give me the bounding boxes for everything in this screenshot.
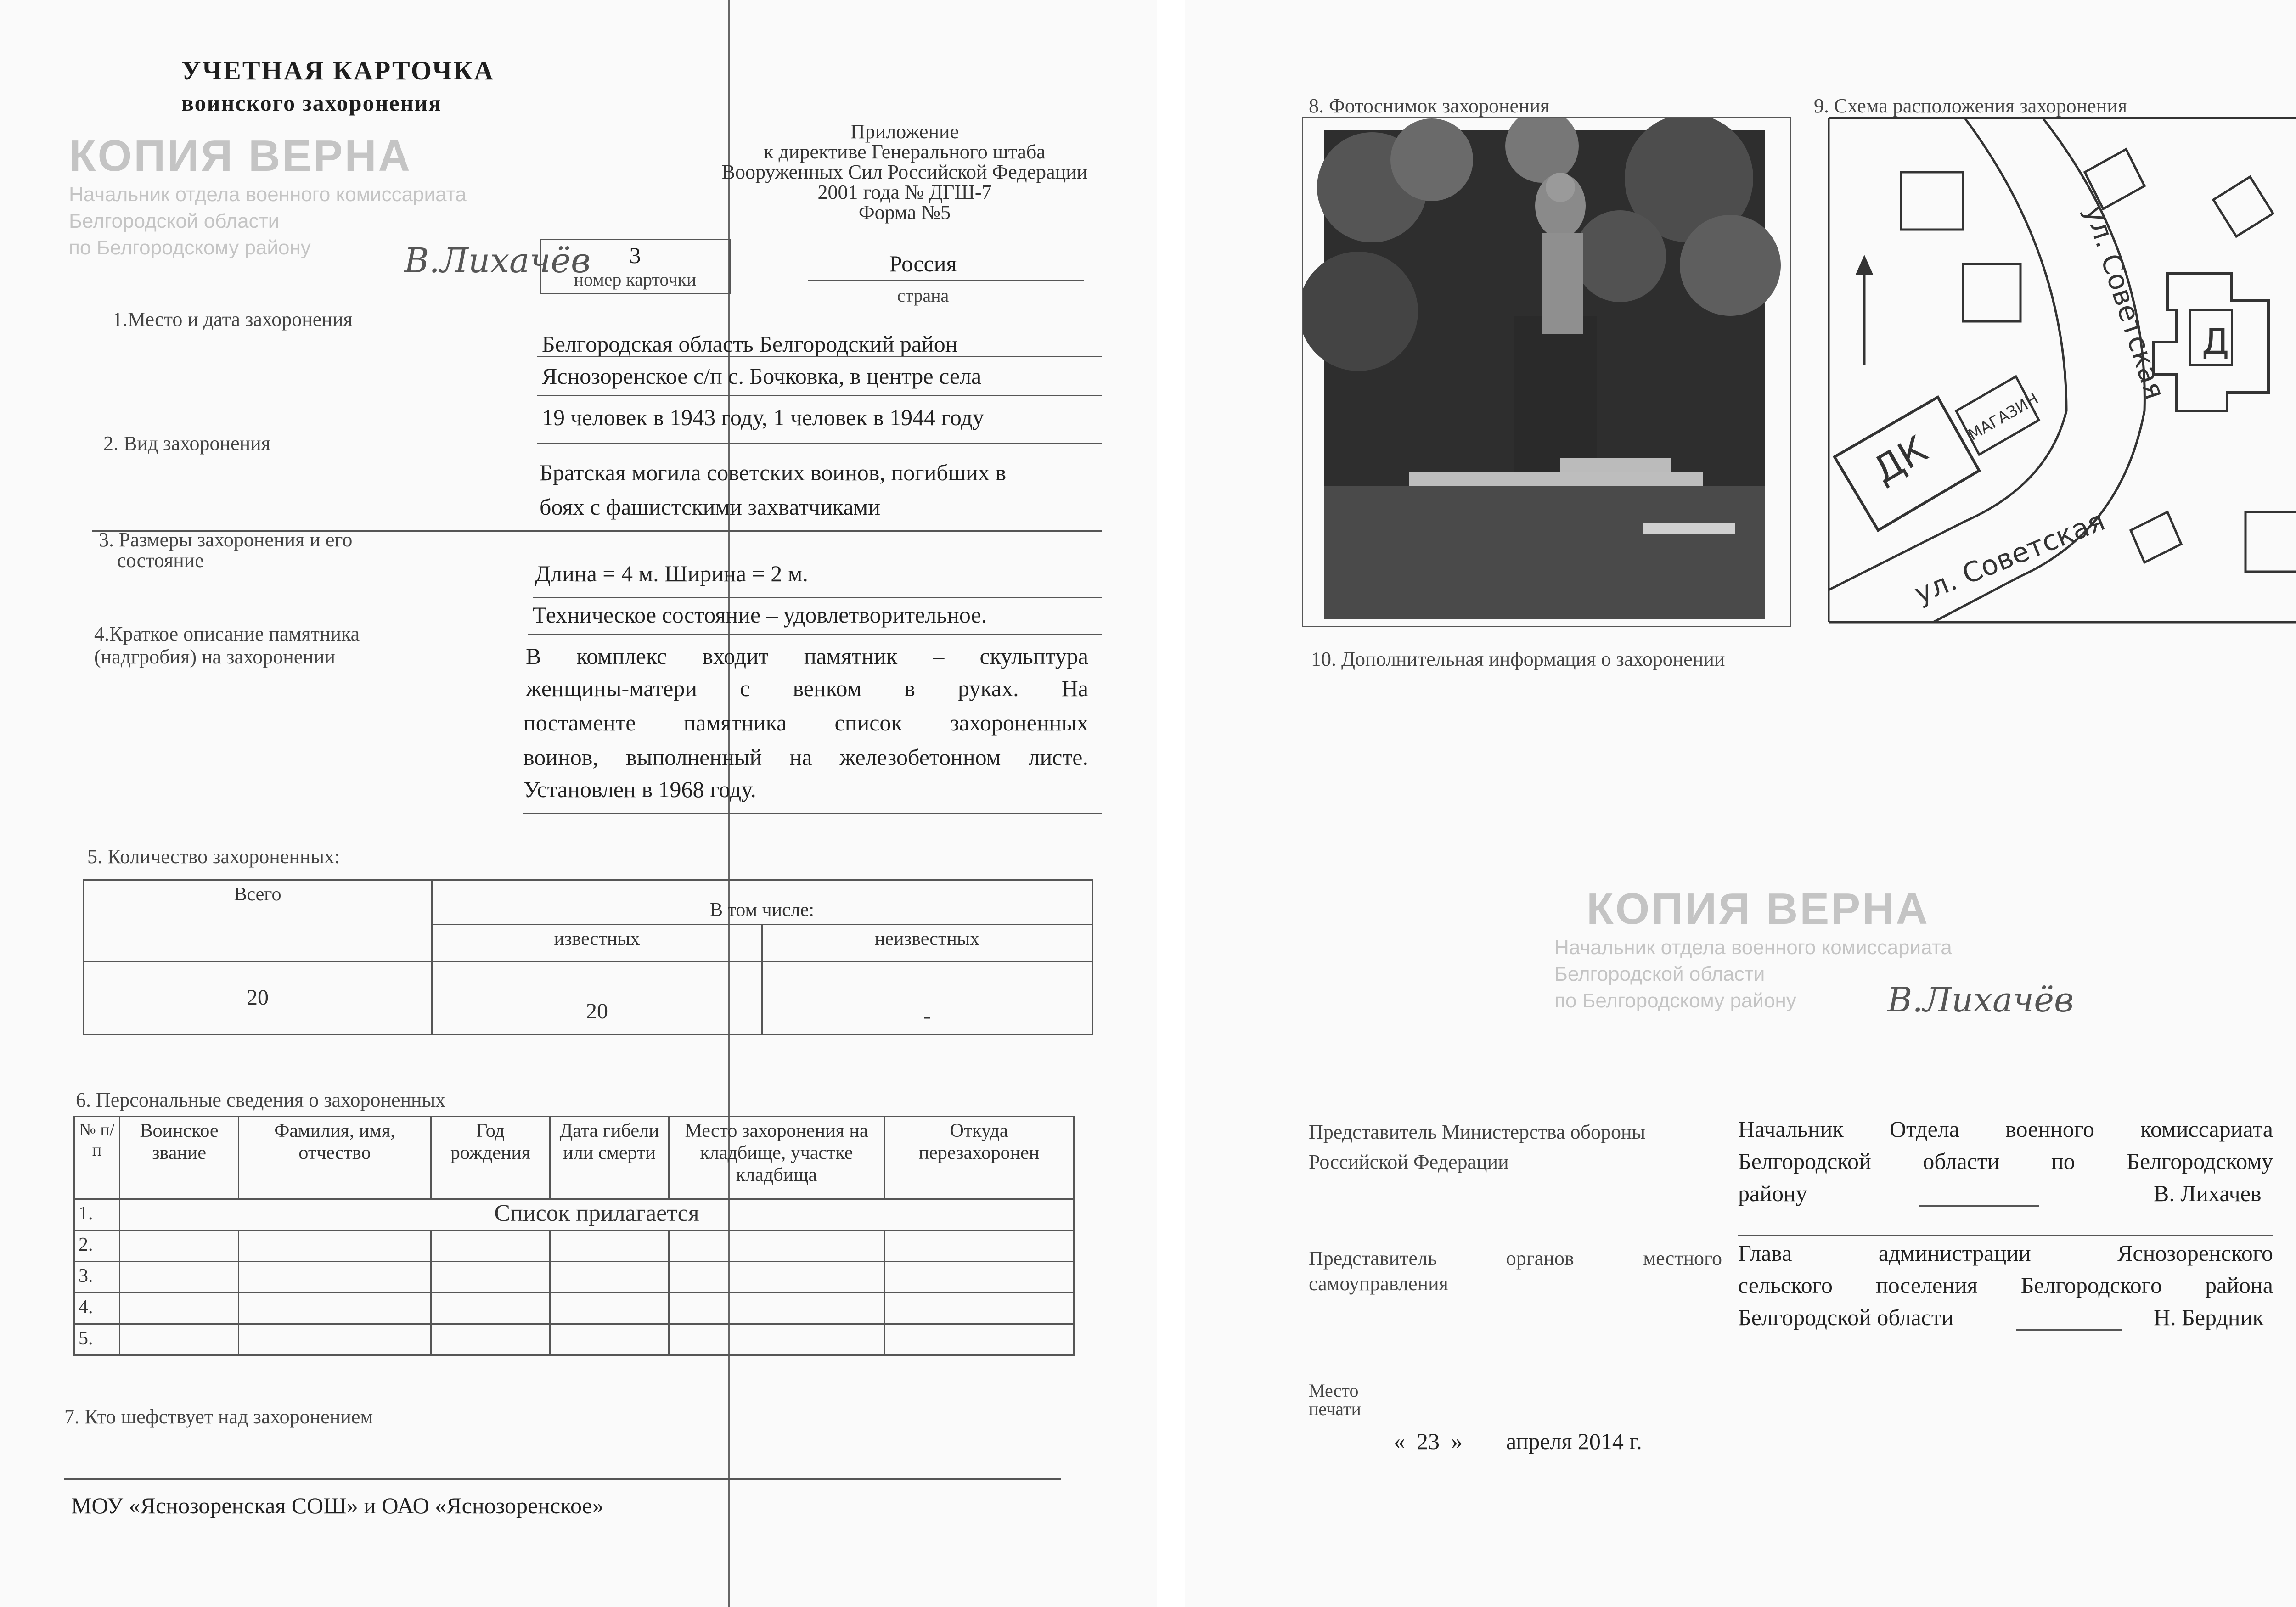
patron-value: МОУ «Яснозоренская СОШ» и ОАО «Яснозоренское» — [71, 1493, 604, 1518]
known-header: известных — [432, 925, 762, 961]
col-rank-header: Воинское звание — [120, 1117, 239, 1199]
seal-place-label: Место — [1309, 1380, 1359, 1401]
memorial-desc-line: постаменте памятника список захороненных — [523, 710, 1088, 736]
card-title: УЧЕТНАЯ КАРТОЧКА — [181, 56, 495, 85]
stamp-line: Начальник отдела военного комиссариата — [1554, 936, 1952, 959]
stamp-title: КОПИЯ ВЕРНА — [1587, 884, 1930, 933]
appendix-line: Вооруженных Сил Российской Федерации — [721, 161, 1088, 183]
row-number: 4. — [74, 1293, 120, 1324]
grave-marker-label: Д — [2202, 321, 2229, 362]
burial-size-line: Длина = 4 м. Ширина = 2 м. — [535, 561, 808, 586]
row-rule — [528, 634, 1102, 635]
count-label: 5. Количество захороненных: — [87, 845, 340, 868]
stamp-line: Начальник отдела военного комиссариата — [69, 183, 467, 206]
known-count: 20 — [432, 961, 762, 1035]
appendix-line: к директиве Генерального штаба — [764, 140, 1046, 163]
row-number: 2. — [74, 1231, 120, 1262]
burial-place-label: 1.Место и дата захоронения — [113, 308, 353, 331]
condition-line: Техническое состояние – удовлетворительное. — [533, 602, 987, 628]
col-birth-header: Год рождения — [431, 1117, 550, 1199]
stamp-line: по Белгородскому району — [69, 236, 311, 259]
scheme-label: 9. Схема расположения захоронения — [1814, 95, 2127, 117]
signature-rule — [1919, 1205, 2039, 1207]
row-rule — [1738, 1235, 2273, 1236]
appendix-line: Форма №5 — [858, 201, 951, 224]
row-number: 5. — [74, 1324, 120, 1355]
shop-label: МАГАЗИН — [1965, 389, 2042, 444]
col-reburial-header: Откуда перезахоронен — [884, 1117, 1074, 1199]
location-scheme — [1828, 117, 2296, 624]
local-rep-label: Представитель органов местного — [1309, 1247, 1722, 1270]
row-number: 1. — [74, 1199, 120, 1231]
mod-rep-label: Представитель Министерства обороны — [1309, 1121, 1646, 1143]
street-label-top: ул. Советская — [2078, 201, 2172, 404]
list-attached-note: Список прилагается — [120, 1199, 1074, 1231]
card-number-box — [540, 239, 731, 294]
stamp-title: КОПИЯ ВЕРНА — [69, 131, 412, 180]
stamp-line: по Белгородскому району — [1554, 989, 1796, 1012]
mod-rep-position: Белгородской области по Белгородскому — [1738, 1148, 2273, 1174]
row-rule — [537, 356, 1102, 357]
appendix-line: 2001 года № ДГШ-7 — [817, 181, 992, 203]
photo-frame — [1302, 117, 1791, 627]
local-rep-label: самоуправления — [1309, 1272, 1448, 1295]
row-rule — [533, 597, 1102, 598]
col-death-header: Дата гибели или смерти — [550, 1117, 669, 1199]
memorial-desc-label: 4.Краткое описание памятника — [94, 623, 360, 645]
col-name-header: Фамилия, имя, отчество — [239, 1117, 431, 1199]
date-day: « 23 » — [1394, 1428, 1463, 1454]
stamp-line: Белгородской области — [69, 210, 280, 232]
country-rule — [808, 280, 1084, 281]
memorial-desc-label: (надгробия) на захоронении — [94, 646, 336, 668]
unknown-header: неизвестных — [762, 925, 1092, 961]
street-label-bottom: ул. Советская — [1910, 505, 2110, 610]
row-rule — [537, 443, 1102, 444]
mod-rep-position: району — [1738, 1180, 1807, 1206]
burial-type-line: Братская могила советских воинов, погибших в — [540, 460, 1007, 485]
local-rep-name: Н. Бердник — [2154, 1304, 2264, 1330]
patron-label: 7. Кто шефствует над захоронением — [64, 1405, 373, 1428]
card-number-value: 3 — [629, 242, 641, 268]
country-value: Россия — [889, 251, 957, 276]
mod-rep-name: В. Лихачев — [2154, 1180, 2262, 1206]
memorial-desc-line: Установлен в 1968 году. — [523, 776, 756, 802]
patron-rule — [64, 1478, 1061, 1480]
local-rep-position: Белгородской области — [1738, 1304, 1954, 1330]
col-number-header: № п/п — [74, 1117, 120, 1199]
scheme-frame — [1828, 117, 2296, 624]
total-count: 20 — [84, 961, 432, 1035]
local-rep-position: Глава администрации Яснозоренского — [1738, 1240, 2273, 1266]
burial-place-line: Белгородская область Белгородский район — [542, 331, 958, 357]
row-rule — [523, 813, 1102, 814]
personal-table — [73, 1116, 1075, 1356]
count-table — [83, 879, 1093, 1035]
memorial-desc-line: женщины-матери с венком в руках. На — [526, 675, 1088, 701]
memorial-desc-line: воинов, выполненный на железобетонном листе. — [523, 744, 1088, 770]
row-rule — [537, 395, 1102, 396]
total-header: Всего — [84, 880, 432, 961]
burial-type-line: боях с фашистскими захватчиками — [540, 494, 880, 520]
seal-place-label: печати — [1309, 1399, 1361, 1419]
burial-date-line: 19 человек в 1943 году, 1 человек в 1944 году — [542, 405, 984, 430]
burial-place-line: Яснозоренское с/п с. Бочковка, в центре села — [542, 363, 982, 389]
burial-type-label: 2. Вид захоронения — [103, 432, 270, 455]
col-place-header: Место захоронения на кладбище, участке кладбища — [669, 1117, 884, 1199]
memorial-desc-line: В комплекс входит памятник – скульптура — [526, 643, 1088, 669]
including-header: В том числе: — [432, 880, 1092, 925]
personal-label: 6. Персональные сведения о захороненных — [76, 1089, 446, 1111]
appendix-line: Приложение — [850, 120, 959, 143]
culture-house-label: ДК — [1866, 427, 1935, 492]
burial-size-label: 3. Размеры захоронения и его — [99, 528, 353, 551]
local-rep-position: сельского поселения Белгородского района — [1738, 1272, 2273, 1298]
country-label: страна — [897, 285, 949, 306]
burial-size-label: состояние — [117, 549, 204, 572]
card-subtitle: воинского захоронения — [181, 90, 442, 116]
card-number-label: номер карточки — [574, 269, 697, 290]
mod-rep-position: Начальник Отдела военного комиссариата — [1738, 1116, 2273, 1142]
stamp-signature: В.Лихачёв — [404, 241, 591, 281]
appendix-block — [675, 122, 1134, 223]
row-number: 3. — [74, 1262, 120, 1293]
mod-rep-label: Российской Федерации — [1309, 1151, 1509, 1173]
extra-info-label: 10. Дополнительная информация о захоронении — [1311, 648, 1725, 670]
stamp-signature: В.Лихачёв — [1887, 980, 2074, 1020]
card-back-page — [1185, 0, 2296, 1607]
memorial-photo — [1303, 118, 1790, 626]
date-month-year: апреля 2014 г. — [1506, 1428, 1642, 1454]
unknown-count: - — [762, 961, 1092, 1035]
signature-rule — [2016, 1329, 2122, 1331]
photo-label: 8. Фотоснимок захоронения — [1309, 95, 1550, 117]
stamp-line: Белгородской области — [1554, 963, 1765, 985]
